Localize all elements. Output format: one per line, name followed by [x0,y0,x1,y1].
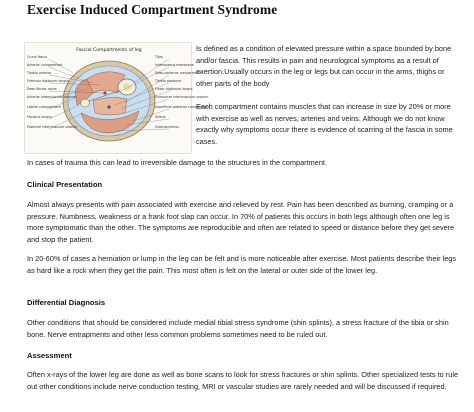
leg-cross-section-svg [25,43,210,155]
assessment-paragraph: Often x-rays of the lower leg are done as well as bone scans to look for stress fractures or shin splints. Other specialized tests to rule out other conditions include nerve conduction testing, MRI or vascular studies are rarely needed and will be discussed if required. [27,370,459,391]
label-crural-fascia: Crural fascia [27,55,48,59]
label-transverse-septum: Transverse intermuscular septum [155,95,209,99]
clinical-presentation-heading: Clinical Presentation [27,180,103,189]
label-extensor-digitorum: Extensor digitorum longus [27,79,70,83]
label-flexor-digitorum: Flexor digitorum longus [155,87,193,91]
trauma-paragraph: In cases of trauma this can lead to irreversible damage to the structures in the compartment. [27,158,328,167]
label-lateral-compartment: Lateral compartment [27,105,61,109]
label-superficial-posterior: Superficial posterior compartment [155,105,210,109]
document-title: Exercise Induced Compartment Syndrome [27,2,278,17]
compartments-paragraph: Each compartment contains muscles that can increase in size by 20% or more with exercise as well as nerves, arteries and veins. Although we do not know exactly why symptoms occur there is evidence of scarring of the fascia in some cases. [196,102,453,146]
label-fibularis-longus: Fibularis longus [27,115,52,119]
figure-caption: Fascial Compartments of leg [76,48,142,53]
label-tibialis-anterior: Tibialis anterior [27,71,52,75]
clinical-paragraph-2: In 20-60% of cases a herniation or lump in the leg can be felt and is more noticeable after exercise. Most patients describe their legs as hard like a rock when they get the pain. This most often is felt on the lateral or outer side of the lower leg. [27,254,457,275]
label-deep-fibular-nerve: Deep fibular nerve [27,87,57,91]
clinical-paragraph-1: Almost always presents with pain associated with exercise and relieved by rest. Pain has been described as burning, cramping or a pressure. Numbness, weakness or a frank foot slap can occur. In 70% of patients this occurs in both legs although often one leg is more symptomatic than the other. The symptoms are reproducible and often are related to speed or distance before they get severe and stop the patient. [27,200,455,244]
label-posterior-septum: Posterior intermuscular septum [27,125,78,129]
label-interosseous-membrane: Interosseous membrane [155,63,194,67]
fibula-bone [81,99,90,107]
definition-paragraph: Is defined as a condition of elevated pressure within a space bounded by bone and/or fascia. This results in pain and neurological symptoms as a result of exertion.Usually occurs in the leg or legs but can occur in the arms, thighs or other parts of the body [196,44,452,88]
label-anterior-compartment: Anterior compartment [27,63,63,67]
nerve-dot [100,106,103,109]
leg-compartments-illustration [24,42,210,154]
label-tibialis-posterior: Tibialis posterior [155,79,182,83]
differential-diagnosis-heading: Differential Diagnosis [27,298,106,307]
label-deep-posterior-compartment: Deep posterior compartment [155,71,202,75]
label-tibia: Tibia [155,55,163,59]
label-anterior-septum: Anterior intermuscular septum [27,95,76,99]
label-gastrocnemius: Gastrocnemius [155,125,179,129]
vein-dot [107,105,110,108]
label-soleus: Soleus [155,115,166,119]
differential-paragraph: Other conditions that should be considered include medial tibial stress syndrome (shin splints), a stress fracture of the tibia or shin bone. Nerve entrapments and other less common problems sometimes need to be ruled out. [27,318,449,339]
assessment-heading: Assessment [27,351,72,360]
